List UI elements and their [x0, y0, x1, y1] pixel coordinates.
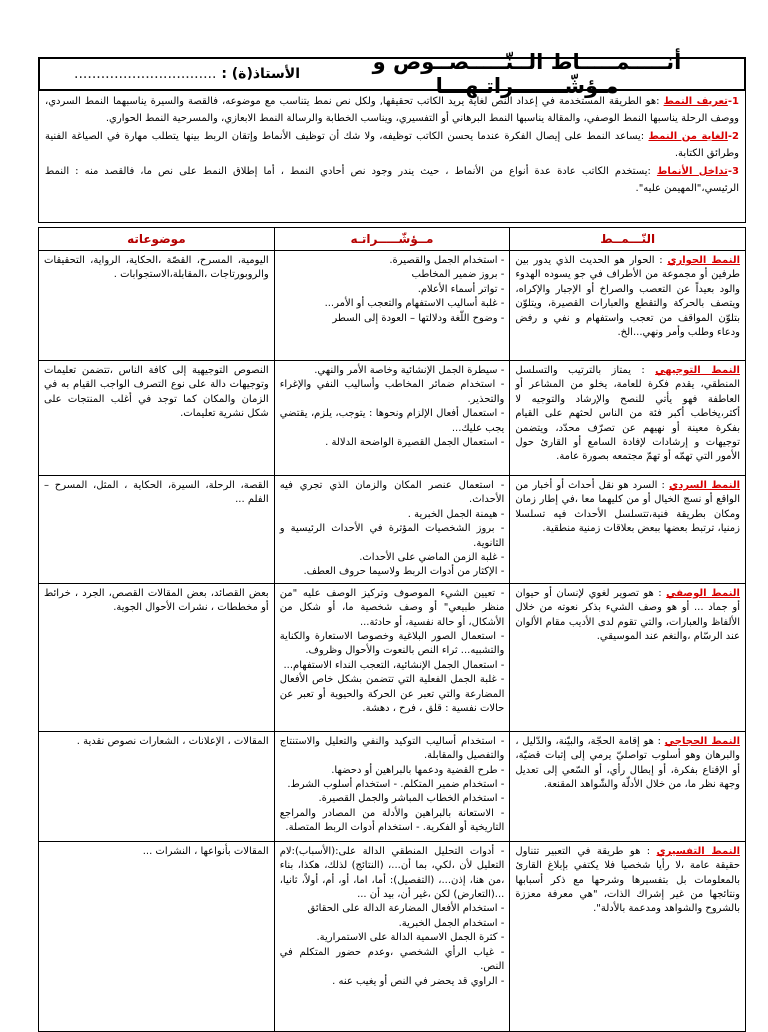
indicator-item: - استخدام ضمائر المخاطب وأساليب النفي والإغراء والتحذير.	[280, 378, 505, 407]
table-row	[39, 583, 746, 731]
pattern-cell	[510, 476, 746, 584]
indicators-list	[280, 479, 505, 580]
pattern-cell	[510, 583, 746, 731]
indicator-item: - استخدام ضمير المتكلم. - استخدام أسلوب الشرط.	[280, 778, 505, 792]
pattern-definition: : الحوار هو الحديث الذي يدور بين طرفين أو مجموعة من الأطراف في جو يسوده الهدوء والود بعيداً عن التعصب والصراخ أو الإجبار والإكراه، ويتصف بالحركة والتقطع والعبارات القصيرة، ويتلوّن بتلوّن المواقف من تعجب واستفهام و نفي و رفض ودعاء وطلب وأمر ونهي...الخ.	[515, 255, 740, 339]
intro-number: 2-	[727, 130, 739, 142]
header-indicators: مــؤشّـــــراتـه	[274, 228, 510, 251]
indicators-cell	[274, 583, 510, 731]
indicator-item: - كثرة الجمل الاسمية الدالة على الاستمرارية.	[280, 931, 505, 945]
intro-term: تداخل الأنماط	[656, 165, 728, 177]
patterns-table	[38, 227, 746, 1032]
indicators-cell	[274, 476, 510, 584]
indicator-item: - غلبة أساليب الاستفهام والتعجب أو الأمر...	[280, 297, 505, 311]
indicator-item: - الاستعانة بالبراهين والأدلة من المصادر والمراجع التاريخية أو الفكرية. - استخدام أدوات الربط المتصلة.	[280, 807, 505, 836]
intro-term: الغاية من النمط	[648, 130, 728, 142]
table-row	[39, 841, 746, 1031]
intro-text: :هو الطريقة المستخدمة في إعداد النص لغاية يريد الكاتب تحقيقها, ولكل نص نمط يتناسب مع موضوعه، فالقصة والسيرة يناسبهما النمط السردي، ووصف الرحلة يناسبها النمط الوصفي، والمقالة يناسبها النمط البرهاني أو التفسيري، ويناسب الخطابة والرسالة النمط الابعازي، والمسرحية النمط الحواري.	[45, 96, 739, 125]
page-title: أنـــــمـــــاط الــنّـــــصــوص و مـؤشّـــــــراتـهـــا	[372, 50, 682, 98]
teacher-dots: ................................	[74, 66, 217, 82]
indicators-cell	[274, 841, 510, 1031]
indicator-item: - استعمال الجمل الإنشائية، التعجب النداء الاستفهام...	[280, 659, 505, 673]
pattern-name: النمط السردي	[669, 480, 740, 491]
indicator-item: - الراوي قد يحضر في النص أو يغيب عنه .	[280, 975, 505, 989]
indicator-item: - وضوح اللّغة ودلالتها – العودة إلى السطر	[280, 312, 505, 326]
worksheet	[38, 50, 746, 1032]
indicators-list	[280, 364, 505, 450]
indicator-item: - بروز الشخصيات المؤثرة في الأحداث الرئيسية و الثانوية.	[280, 522, 505, 551]
table-row	[39, 251, 746, 361]
pattern-cell	[510, 731, 746, 841]
indicator-item: - طرح القضية ودعمها بالبراهين أو دحضها.	[280, 764, 505, 778]
indicator-item: - أدوات التحليل المنطقي الدالة على:(الأسباب):لام التعليل لأن ،لكي، بما أن...، (النتائج) لذلك، هكذا، بناء ،من هنا، إذن...، (التفصيل): أما، اما، أو، أم، أولاً، ثانيا، ...(التعارض) لكن ،غير أن، بيد أن ...	[280, 845, 505, 903]
teacher-label: الأستاذ(ة) :	[221, 66, 300, 82]
indicators-list	[280, 587, 505, 717]
indicator-item: - استخدام أساليب التوكيد والنفي والتعليل والاستنتاج والتفصيل والمقابلة.	[280, 735, 505, 764]
indicators-cell	[274, 361, 510, 476]
indicator-item: - سيطرة الجمل الإنشائية وخاصة الأمر والنهي.	[280, 364, 505, 378]
pattern-cell	[510, 841, 746, 1031]
indicator-item: - غلبة الجمل الفعلية التي تتضمن بشكل خاص الأفعال المضارعة والتي تعبر عن الحركة والحيوية أو تعبر عن حالات نفسية : قلق ، فرح ، دهشة.	[280, 673, 505, 716]
indicators-cell	[274, 731, 510, 841]
pattern-definition: : هو تصوير لغوي لإنسان أو حيوان أو جماد ... أو هو وصف الشيء بذكر نعوته من خلال الألفاظ والعبارات، والتي تقوم لدى الأديب مقام الألوان عند الرسّام ،والنغم عند الموسيقي.	[515, 587, 740, 643]
intro-section	[38, 91, 746, 223]
indicator-item: - هيمنة الجمل الخبرية .	[280, 508, 505, 522]
pattern-cell	[510, 361, 746, 476]
indicator-item: - تعيين الشيء الموصوف وتركيز الوصف عليه "من منظر طبيعي" أو وصف شخصية ما، أو شكل من الأشكال، أو حالة نفسية، أو حادثة...	[280, 587, 505, 630]
indicator-item: - استخدام الجمل الخبرية.	[280, 917, 505, 931]
indicator-item: - تواتر أسماء الأعلام.	[280, 283, 505, 297]
table-row	[39, 361, 746, 476]
intro-purpose	[45, 128, 739, 163]
table-row	[39, 476, 746, 584]
topics-cell: اليومية، المسرح، القصّة ،الحكاية، الرواية، التحقيقات والروبورتاجات ،المقابلة،الاستجوابات .	[39, 251, 275, 361]
indicator-item: - استعمال أفعال الإلزام ونحوها : يتوجب، يلزم، يقتضي يجب عليك...	[280, 407, 505, 436]
indicator-item: - غلبة الزمن الماضي على الأحداث.	[280, 551, 505, 565]
header-topics: موضوعاته	[39, 228, 275, 251]
pattern-name: النمط التوجيهي	[655, 365, 740, 376]
indicator-item: - غياب الرأي الشخصي ،وعدم حضور المتكلم في النص.	[280, 946, 505, 975]
intro-overlap	[45, 163, 739, 198]
indicator-item: - استخدام الجمل والقصيرة.	[280, 254, 505, 268]
pattern-name: النمط التفسيري	[656, 845, 740, 857]
pattern-name: النمط الحواري	[667, 255, 741, 266]
pattern-cell	[510, 251, 746, 361]
topics-cell: النصوص التوجيهية إلى كافة الناس ،تتضمن تعليمات وتوجيهات دالة على نوع التصرف الواجب القيام به في الزمان والمكان كما توجد في أغلب المنتجات على شكل نشرية تعليمات.	[39, 361, 275, 476]
indicator-item: - استعمال الصور البلاغية وخصوصا الاستعارة والكناية والتشبيه... ثراء النص بالنعوت والأحوال وظروف.	[280, 630, 505, 659]
pattern-definition: : هو طريقة في التعبير تتناول حقيقة عامة ،لا رأيا شخصيا فلا يكتفي بإبلاغ القارئ بالمعلومات بل بتفسيرها وشرحها مع ذكر أسبابها ونتائجها من غير إشراك الذات، "هي معرفة معززة بالشروح والشواهد ومدعمة بالأدلة".	[515, 845, 740, 915]
table-body	[39, 251, 746, 1032]
topics-cell: المقالات ، الإعلانات ، الشعارات نصوص نقدية .	[39, 731, 275, 841]
header-pattern: النّـــمــط	[510, 228, 746, 251]
indicator-item: - استعمال الجمل القصيرة الواضحة الدلالة .	[280, 436, 505, 450]
indicator-item: - استخدام الأفعال المضارعة الدالة على الحقائق	[280, 902, 505, 916]
pattern-definition: : يمتاز بالترتيب والتسلسل المنطقي، يقدم فكرة للعامة، يخلو من المشاعر أو العاطفة فهو يأتي للنصح والإرشاد والتوجيه لا أكثر،يخاطب أكبر فئة من الناس لحثهم على القيام بفكرة معينة أو نهيهم عن تصرّف محدّد، ويتضمن توجيهات و إرشادات لإفادة السامع أو القارئ حول الأمور التي تهمّه أو تهمّ مجتمعه بصورة عامة.	[515, 365, 740, 463]
indicators-list	[280, 845, 505, 989]
intro-definition	[45, 93, 739, 128]
intro-text: :يساعد النمط على إيصال الفكرة عندما يحسن الكاتب توظيفه، ولا شك أن توظيف الأنماط وإتقان الربط بينها يتطلب مهارة في الصياغة الفنية وطرائق الكتابة.	[45, 130, 739, 160]
topics-cell: بعض القصائد، بعض المقالات القصص، الجرد ، خرائط أو مخططات ، نشرات الأحوال الجوية.	[39, 583, 275, 731]
table-row	[39, 731, 746, 841]
indicators-list	[280, 735, 505, 836]
indicators-cell	[274, 251, 510, 361]
pattern-definition: : السرد هو نقل أحداث أو أخبار من الواقع أو نسج الخيال أو من كليهما معا ،في إطار زمان ومكان بطريقة فنية،تتسلسل الأحداث فيه تسلسلا زمنيا، ترتبط بعضها ببعض بعلاقات زمنية منطقية.	[515, 480, 740, 535]
indicator-item: - استعمال عنصر المكان والزمان الذي تجري فيه الأحداث.	[280, 479, 505, 508]
pattern-name: النمط الوصفي	[666, 587, 740, 599]
intro-number: 3-	[727, 165, 739, 177]
indicator-item: - استخدام الخطاب المباشر والجمل القصيرة.	[280, 792, 505, 806]
intro-term: تعريف النمط	[663, 96, 728, 107]
teacher-field	[40, 66, 310, 82]
pattern-definition: : هو إقامة الحجّة، والبيّنة، والدّليل ، والبرهان وهو أسلوب تواصليّ يرمي إلى إثبات قضيّة، أو الإقناع بفكرة، أو إبطال رأي، أو السّعي إلى تعديل وجهة نظر ما، من خلال الأدلّة والشّواهد المقنعة.	[515, 735, 740, 791]
indicators-list	[280, 254, 505, 326]
indicator-item: - الإكثار من أدوات الربط ولاسيما حروف العطف.	[280, 565, 505, 579]
pattern-name: النمط الحجاجي	[664, 735, 740, 747]
intro-text: :يستخدم الكاتب عادة عدة أنواع من الأنماط ، حيث يندر وجود نص أحادي النمط ، أما إطلاق النمط على نص ما، فالقصد منه : النمط الرئيسي،"المهيمن عليه".	[45, 165, 739, 195]
header-box	[38, 50, 746, 98]
indicator-item: - بروز ضمير المخاطب	[280, 268, 505, 282]
topics-cell: المقالات بأنواعها ، النشرات ...	[39, 841, 275, 1031]
intro-number: 1-	[727, 96, 739, 107]
topics-cell: القصة، الرحلة، السيرة، الحكاية ، المثل، المسرح – الفلم ...	[39, 476, 275, 584]
table-header-row	[39, 228, 746, 251]
